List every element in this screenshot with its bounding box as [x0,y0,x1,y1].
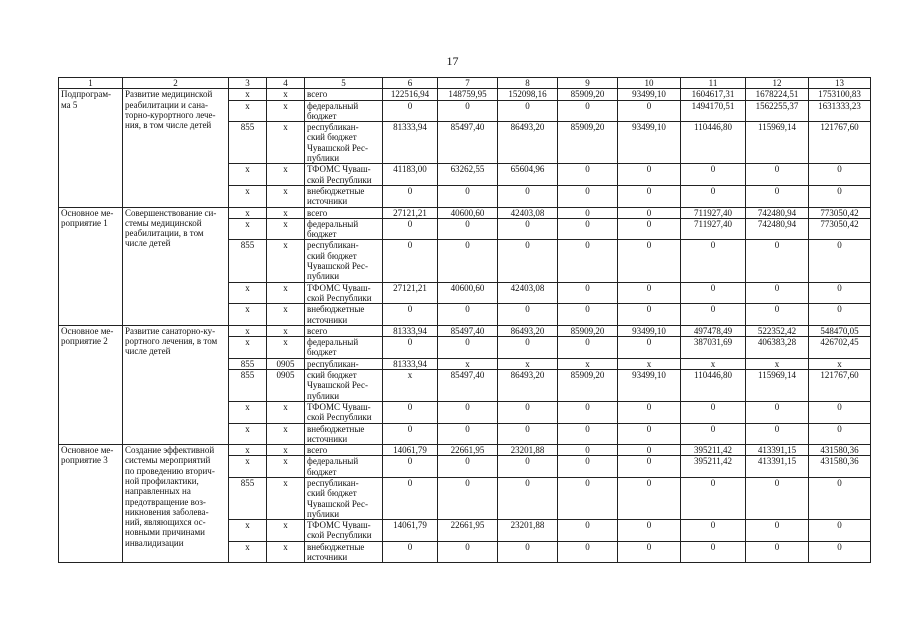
code-grbs: 855 [229,358,267,369]
program-name: Основное ме- роприятие 2 [59,325,123,444]
code-grbs: x [229,541,267,563]
value-col-7: 0 [438,240,498,282]
value-col-8: 86493,20 [498,325,558,336]
value-col-9: 0 [558,456,618,478]
value-col-13: 0 [809,541,871,563]
value-col-11: 1604617,31 [681,89,746,100]
code-grbs: x [229,100,267,122]
value-col-6: 0 [383,456,438,478]
program-description: Создание эффективной системы мероприятий по проведению вторич- ной профилактики, направленных на предотвращение воз- никновения заболева- ний, являющихся ос- новными причинами инвалидизации [123,445,229,563]
value-col-11: 0 [681,541,746,563]
value-col-13: 0 [809,423,871,445]
value-col-13: 0 [809,401,871,423]
funding-source: республикан- ский бюджет Чувашской Рес- публики [305,477,383,519]
funding-source: всего [305,325,383,336]
value-col-9: 85909,20 [558,122,618,164]
value-col-10: 0 [618,240,681,282]
value-col-9: 0 [558,207,618,218]
value-col-12: 0 [746,423,809,445]
value-col-7: 0 [438,218,498,240]
value-col-6: 0 [383,100,438,122]
value-col-6: 27121,21 [383,207,438,218]
value-col-6: 0 [383,477,438,519]
value-col-9: 0 [558,423,618,445]
value-col-10: 0 [618,445,681,456]
value-col-13: x [809,358,871,369]
value-col-9: 0 [558,185,618,207]
funding-source: ТФОМС Чуваш- ской Республики [305,401,383,423]
funding-source: всего [305,445,383,456]
funding-source: республикан- [305,358,383,369]
header-col-8: 8 [498,78,558,89]
value-col-11: 0 [681,240,746,282]
value-col-12: 1562255,37 [746,100,809,122]
value-col-7: 0 [438,456,498,478]
value-col-8: 0 [498,541,558,563]
value-col-11: 711927,40 [681,207,746,218]
value-col-8: 42403,08 [498,207,558,218]
value-col-7: 63262,55 [438,164,498,186]
value-col-10: 0 [618,520,681,542]
code-rzpr: x [267,520,305,542]
value-col-8: 65604,96 [498,164,558,186]
table-body [59,89,871,563]
value-col-6: 81333,94 [383,325,438,336]
value-col-13: 0 [809,185,871,207]
value-col-6: 0 [383,423,438,445]
funding-source: всего [305,89,383,100]
value-col-7: 85497,40 [438,122,498,164]
funding-source: федеральный бюджет [305,456,383,478]
table-row [59,325,871,336]
value-col-12: 0 [746,401,809,423]
value-col-10: 0 [618,304,681,326]
value-col-8: 0 [498,185,558,207]
value-col-6: 14061,79 [383,445,438,456]
value-col-9: 0 [558,401,618,423]
value-col-10: 0 [618,401,681,423]
value-col-11: 387031,69 [681,337,746,359]
header-col-10: 10 [618,78,681,89]
page-number: 17 [446,54,459,68]
value-col-13: 121767,60 [809,122,871,164]
code-grbs: x [229,520,267,542]
value-col-12: 413391,15 [746,445,809,456]
code-rzpr: x [267,423,305,445]
code-rzpr: x [267,337,305,359]
program-name: Основное ме- роприятие 3 [59,445,123,563]
value-col-13: 773050,42 [809,207,871,218]
value-col-7: 0 [438,304,498,326]
code-grbs: x [229,218,267,240]
value-col-12: 1678224,51 [746,89,809,100]
code-rzpr: x [267,325,305,336]
value-col-7: x [438,358,498,369]
value-col-9: 0 [558,477,618,519]
code-rzpr: x [267,100,305,122]
value-col-12: 406383,28 [746,337,809,359]
value-col-13: 548470,05 [809,325,871,336]
funding-source: ский бюджет Чувашской Рес- публики [305,370,383,402]
value-col-9: 0 [558,240,618,282]
value-col-6: 0 [383,185,438,207]
value-col-6: 0 [383,218,438,240]
value-col-6: 41183,00 [383,164,438,186]
value-col-12: 413391,15 [746,456,809,478]
header-col-2: 2 [123,78,229,89]
funding-source: ТФОМС Чуваш- ской Республики [305,520,383,542]
funding-source: ТФОМС Чуваш- ской Республики [305,282,383,304]
value-col-13: 773050,42 [809,218,871,240]
code-rzpr: x [267,304,305,326]
code-rzpr: x [267,207,305,218]
value-col-12: 115969,14 [746,370,809,402]
value-col-13: 0 [809,240,871,282]
value-col-7: 0 [438,337,498,359]
value-col-6: 0 [383,401,438,423]
value-col-10: 93499,10 [618,89,681,100]
value-col-13: 431580,36 [809,456,871,478]
value-col-10: 0 [618,477,681,519]
value-col-7: 0 [438,401,498,423]
value-col-10: 0 [618,100,681,122]
value-col-11: 0 [681,185,746,207]
value-col-7: 148759,95 [438,89,498,100]
value-col-8: 0 [498,304,558,326]
header-col-5: 5 [305,78,383,89]
program-description: Развитие санаторно-ку- рортного лечения, в том числе детей [123,325,229,444]
code-grbs: x [229,89,267,100]
value-col-10: 0 [618,185,681,207]
value-col-13: 121767,60 [809,370,871,402]
value-col-9: 0 [558,100,618,122]
value-col-11: 0 [681,282,746,304]
value-col-8: 42403,08 [498,282,558,304]
code-rzpr: x [267,185,305,207]
funding-source: всего [305,207,383,218]
value-col-9: 0 [558,282,618,304]
value-col-11: 395211,42 [681,456,746,478]
value-col-13: 431580,36 [809,445,871,456]
value-col-13: 1631333,23 [809,100,871,122]
value-col-7: 85497,40 [438,325,498,336]
value-col-7: 0 [438,541,498,563]
value-col-12: 0 [746,164,809,186]
header-col-6: 6 [383,78,438,89]
value-col-12: 115969,14 [746,122,809,164]
funding-source: внебюджетные источники [305,304,383,326]
value-col-12: 0 [746,185,809,207]
value-col-11: 110446,80 [681,370,746,402]
code-rzpr: 0905 [267,370,305,402]
table-row [59,89,871,100]
code-rzpr: x [267,401,305,423]
value-col-9: 85909,20 [558,89,618,100]
value-col-6: 0 [383,304,438,326]
value-col-7: 40600,60 [438,282,498,304]
code-rzpr: x [267,218,305,240]
value-col-10: 0 [618,218,681,240]
program-name: Подпрограм- ма 5 [59,89,123,207]
value-col-12: 0 [746,477,809,519]
value-col-8: 0 [498,240,558,282]
code-grbs: x [229,445,267,456]
code-grbs: x [229,423,267,445]
code-grbs: x [229,456,267,478]
funding-source: федеральный бюджет [305,218,383,240]
header-row [59,78,871,89]
value-col-10: 0 [618,282,681,304]
code-grbs: 855 [229,477,267,519]
header-col-13: 13 [809,78,871,89]
code-rzpr: x [267,282,305,304]
code-grbs: x [229,401,267,423]
table-row [59,445,871,456]
program-description: Развитие медицинской реабилитации и сана- торно-курортного лече- ния, в том числе детей [123,89,229,207]
funding-source: федеральный бюджет [305,337,383,359]
budget-table [58,77,871,563]
value-col-6: 14061,79 [383,520,438,542]
value-col-9: 0 [558,164,618,186]
value-col-6: 81333,94 [383,358,438,369]
value-col-11: 711927,40 [681,218,746,240]
value-col-6: 122516,94 [383,89,438,100]
funding-source: республикан- ский бюджет Чувашской Рес- публики [305,240,383,282]
code-grbs: x [229,282,267,304]
value-col-8: 86493,20 [498,122,558,164]
value-col-12: 0 [746,282,809,304]
code-grbs: x [229,164,267,186]
value-col-8: 0 [498,477,558,519]
funding-source: внебюджетные источники [305,185,383,207]
value-col-12: 0 [746,541,809,563]
value-col-7: 0 [438,185,498,207]
value-col-12: 0 [746,304,809,326]
code-grbs: 855 [229,122,267,164]
value-col-10: 0 [618,456,681,478]
code-rzpr: x [267,445,305,456]
value-col-12: x [746,358,809,369]
header-col-4: 4 [267,78,305,89]
header-col-3: 3 [229,78,267,89]
value-col-11: 0 [681,164,746,186]
value-col-7: 40600,60 [438,207,498,218]
value-col-6: 0 [383,541,438,563]
value-col-11: 110446,80 [681,122,746,164]
value-col-8: 0 [498,456,558,478]
code-rzpr: x [267,240,305,282]
code-rzpr: x [267,122,305,164]
value-col-10: 0 [618,423,681,445]
value-col-7: 0 [438,100,498,122]
value-col-10: 0 [618,164,681,186]
value-col-11: 1494170,51 [681,100,746,122]
value-col-9: 0 [558,520,618,542]
value-col-9: 0 [558,445,618,456]
value-col-13: 0 [809,520,871,542]
value-col-11: 395211,42 [681,445,746,456]
value-col-11: 0 [681,401,746,423]
value-col-9: x [558,358,618,369]
code-rzpr: x [267,89,305,100]
funding-source: ТФОМС Чуваш- ской Республики [305,164,383,186]
code-grbs: x [229,185,267,207]
code-rzpr: x [267,164,305,186]
value-col-11: 0 [681,477,746,519]
value-col-7: 0 [438,477,498,519]
value-col-13: 0 [809,477,871,519]
header-col-9: 9 [558,78,618,89]
value-col-9: 85909,20 [558,325,618,336]
header-col-1: 1 [59,78,123,89]
value-col-9: 85909,20 [558,370,618,402]
code-grbs: x [229,325,267,336]
value-col-8: 0 [498,423,558,445]
value-col-12: 522352,42 [746,325,809,336]
funding-source: федеральный бюджет [305,100,383,122]
value-col-12: 0 [746,520,809,542]
value-col-7: 22661,95 [438,445,498,456]
header-col-12: 12 [746,78,809,89]
program-name: Основное ме- роприятие 1 [59,207,123,325]
value-col-10: 93499,10 [618,122,681,164]
value-col-12: 742480,94 [746,207,809,218]
program-description: Совершенствование си- стемы медицинской реабилитации, в том числе детей [123,207,229,325]
value-col-12: 742480,94 [746,218,809,240]
value-col-6: x [383,370,438,402]
value-col-13: 0 [809,304,871,326]
value-col-7: 85497,40 [438,370,498,402]
code-rzpr: 0905 [267,358,305,369]
value-col-11: 0 [681,423,746,445]
value-col-11: 497478,49 [681,325,746,336]
value-col-6: 0 [383,240,438,282]
value-col-7: 22661,95 [438,520,498,542]
code-grbs: x [229,304,267,326]
value-col-9: 0 [558,541,618,563]
funding-source: республикан- ский бюджет Чувашской Рес- публики [305,122,383,164]
value-col-12: 0 [746,240,809,282]
value-col-11: x [681,358,746,369]
value-col-8: 0 [498,218,558,240]
value-col-6: 81333,94 [383,122,438,164]
table-row [59,207,871,218]
code-grbs: 855 [229,240,267,282]
value-col-13: 426702,45 [809,337,871,359]
code-grbs: x [229,207,267,218]
value-col-13: 0 [809,164,871,186]
value-col-9: 0 [558,337,618,359]
value-col-8: 0 [498,337,558,359]
value-col-10: 0 [618,541,681,563]
value-col-6: 27121,21 [383,282,438,304]
value-col-7: 0 [438,423,498,445]
code-rzpr: x [267,541,305,563]
value-col-8: 23201,88 [498,445,558,456]
value-col-10: 93499,10 [618,325,681,336]
value-col-10: 0 [618,337,681,359]
value-col-8: 0 [498,100,558,122]
value-col-8: 23201,88 [498,520,558,542]
code-rzpr: x [267,456,305,478]
value-col-10: x [618,358,681,369]
value-col-6: 0 [383,337,438,359]
code-rzpr: x [267,477,305,519]
value-col-8: 152098,16 [498,89,558,100]
value-col-10: 0 [618,207,681,218]
funding-source: внебюджетные источники [305,423,383,445]
value-col-13: 1753100,83 [809,89,871,100]
value-col-8: 0 [498,401,558,423]
value-col-13: 0 [809,282,871,304]
header-col-11: 11 [681,78,746,89]
value-col-9: 0 [558,218,618,240]
value-col-11: 0 [681,520,746,542]
value-col-10: 93499,10 [618,370,681,402]
funding-source: внебюджетные источники [305,541,383,563]
value-col-8: 86493,20 [498,370,558,402]
value-col-8: x [498,358,558,369]
header-col-7: 7 [438,78,498,89]
value-col-11: 0 [681,304,746,326]
code-grbs: x [229,337,267,359]
value-col-9: 0 [558,304,618,326]
code-grbs: 855 [229,370,267,402]
